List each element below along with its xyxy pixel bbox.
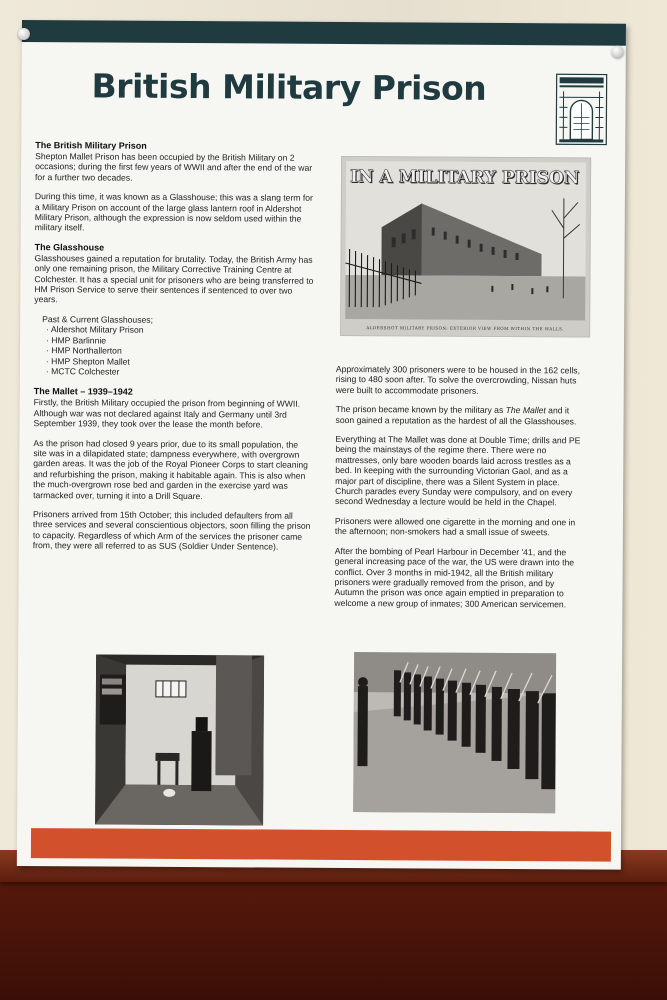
paragraph: As the prison had closed 9 years prior, due to its small population, the site was in a dilapidated state; dampness everywhere, with overgrown garden areas. It was the job of the Royal Pioneer Corps to start cleaning and refurbishing the prison, making it habitable again. This is also when the much-overgrown rose bed and garden in the exercise yard was tarmacked over, turning it into a Drill Square. [33, 437, 309, 501]
section-heading: The British Military Prison [35, 140, 147, 151]
paragraph: During this time, it was known as a Glasshouse; this was a slang term for a Military Prison on account of the large glass lantern roof in Aldershot Military Prison, although the expression is now seldom used within the military itself. [34, 191, 313, 233]
photo-caption-title: IN A MILITARY PRISON [349, 167, 580, 189]
glasshouse-list [34, 324, 314, 378]
paragraph: Approximately 300 prisoners were to be housed in the 162 cells, rising to 480 soon after. To solve the overcrowding, Nissan huts were built to accommodate prisoners. [335, 363, 581, 396]
photo-caption: ALDERSHOT MILITARY PRISON: EXTERIOR VIEW FROM WITHIN THE WALLS. [366, 325, 564, 332]
paragraph [336, 404, 586, 426]
section-heading: The Glasshouse [34, 241, 105, 253]
paragraph: After the bombing of Pearl Harbour in December '41, and the general increasing pace of the war, the US were drawn into the conflict. Over 3 months in mid-1942, all the British military prisoners were gradually removed from the prison, and by Autumn the prison was once again emptied in preparation to welcome a new group of inmates; 300 American servicemen. [334, 545, 575, 610]
list-item: · HMP Barlinnie [46, 335, 314, 347]
soldiers-on-parade-illustration [353, 652, 556, 813]
sign-footer-bar [31, 828, 611, 862]
screw-icon [612, 46, 624, 58]
marching-soldiers-photo [353, 652, 556, 813]
prison-cell-illustration [95, 654, 264, 825]
list-item: · HMP Northallerton [46, 345, 314, 357]
sign-title: British Military Prison [91, 66, 487, 108]
prison-building-logo-icon [555, 73, 607, 145]
list-item: · MCTC Colchester [46, 366, 314, 378]
paragraph: Firstly, the British Military occupied the prison from beginning of WWII. Although war was not declared against Italy and Germany until 3rd September 1939, they took over the lease the month before. [33, 397, 301, 430]
left-text-column [33, 140, 316, 561]
list-item: · Aldershot Military Prison [46, 324, 314, 336]
list-item: · HMP Shepton Mallet [46, 356, 314, 368]
sign-header-bar [22, 20, 626, 46]
emphasis-text: The Mallet [505, 405, 546, 416]
text-run: The prison became known by the military as [335, 404, 506, 416]
glasshouse-list-intro: Past & Current Glasshouses; [42, 314, 154, 325]
screw-icon [18, 28, 30, 40]
text-run: and it soon gained a reputation as the hardest of all the Glasshouses. [335, 405, 577, 427]
paragraph: Prisoners were allowed one cigarette in the morning and one in the afternoon; non-smokers had a small issue of sweets. [334, 515, 576, 538]
prison-cell-photo [95, 654, 264, 825]
aldershot-prison-photo [340, 156, 591, 338]
section-heading: The Mallet – 1939–1942 [33, 386, 133, 397]
paragraph: Everything at The Mallet was done at Double Time; drills and PE being the mainstays of the regime there. There were no mattresses, only bare wooden boards laid across trestles as a bed. In keeping with the surrounding Victorian Gaol, and as a major part of discipline, there was a Silent System in place. Church parades every Sunday were compulsory, and on every second Wednesday a lecture would be held in the Chapel. [335, 433, 581, 508]
paragraph: Shepton Mallet Prison has been occupied by the British Military on 2 occasions; during the first few years of WWII and after the end of the war for a further two decades. [35, 151, 313, 183]
paragraph: Prisoners arrived from 15th October; this included defaulters from all three services and several conscientious objectors, soon filling the prison to capacity. Regardless of which Arm of the services the prisoner came from, they were all referred to as SUS (Soldier Under Sentence). [32, 509, 311, 552]
information-sign [17, 20, 626, 870]
right-text-column [334, 364, 586, 619]
paragraph: Glasshouses gained a reputation for brutality. Today, the British Army has only one remaining prison, the Military Corrective Training Centre at Colchester. It has a special unit for prisoners who are being transferred to HM Prison Service to serve their sentences if sentenced to over two years. [34, 252, 314, 305]
